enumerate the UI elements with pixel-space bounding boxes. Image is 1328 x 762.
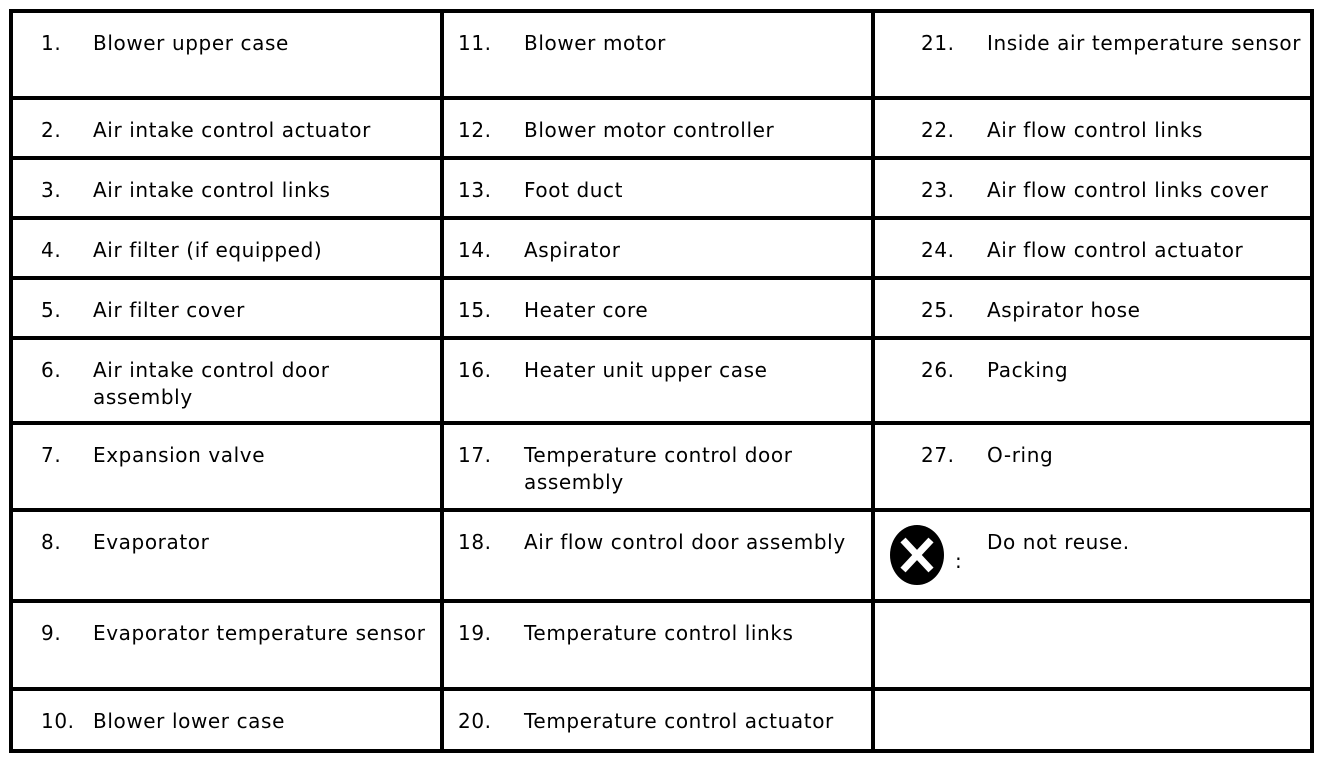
legend-row: [11, 689, 1312, 751]
legend-cell: [873, 510, 1312, 601]
legend-cell: [442, 158, 873, 218]
legend-cell: [11, 278, 442, 338]
part-number: 23.: [921, 178, 955, 202]
legend-row: [11, 423, 1312, 510]
legend-cell: [11, 510, 442, 601]
part-number: 6.: [41, 358, 62, 382]
legend-cell: [11, 338, 442, 423]
legend-row: [11, 11, 1312, 98]
legend-cell: [873, 278, 1312, 338]
part-name: Air flow control door assembly: [524, 530, 846, 554]
part-name: Blower motor: [524, 31, 666, 55]
legend-row: [11, 98, 1312, 158]
legend-cell: [442, 423, 873, 510]
part-name: Expansion valve: [93, 443, 266, 467]
part-name: Temperature control links: [524, 621, 794, 645]
legend-cell: [442, 689, 873, 751]
legend-cell: [11, 98, 442, 158]
part-name: Foot duct: [524, 178, 624, 202]
symbol-description: Do not reuse.: [987, 530, 1130, 554]
legend-cell: [442, 510, 873, 601]
part-number: 25.: [921, 298, 955, 322]
part-number: 5.: [41, 298, 62, 322]
part-name: Heater unit upper case: [524, 358, 768, 382]
legend-cell: [873, 158, 1312, 218]
part-number: 26.: [921, 358, 955, 382]
part-number: 12.: [458, 118, 492, 142]
part-name: Evaporator: [93, 530, 210, 554]
legend-cell: [11, 601, 442, 689]
part-name: O-ring: [987, 443, 1054, 467]
legend-cell: [873, 218, 1312, 278]
part-number: 19.: [458, 621, 492, 645]
legend-row: [11, 601, 1312, 689]
part-number: 27.: [921, 443, 955, 467]
part-name: Heater core: [524, 298, 649, 322]
part-number: 1.: [41, 31, 62, 55]
part-name: Air intake control links: [93, 178, 331, 202]
legend-cell: [442, 11, 873, 98]
part-number: 3.: [41, 178, 62, 202]
part-number: 15.: [458, 298, 492, 322]
part-name: Air intake control actuator: [93, 118, 371, 142]
part-number: 11.: [458, 31, 492, 55]
legend-cell: [873, 423, 1312, 510]
legend-cell: [442, 601, 873, 689]
part-name: Air filter (if equipped): [93, 238, 323, 262]
part-number: 21.: [921, 31, 955, 55]
legend-cell: [442, 278, 873, 338]
part-number: 9.: [41, 621, 62, 645]
symbol-colon: :: [955, 549, 962, 573]
legend-row: [11, 338, 1312, 423]
legend-row: [11, 158, 1312, 218]
legend-row: [11, 218, 1312, 278]
part-name: Temperature control door assembly: [524, 443, 793, 494]
part-name: Evaporator temperature sensor: [93, 621, 426, 645]
part-number: 16.: [458, 358, 492, 382]
legend-cell: [11, 11, 442, 98]
part-name: Air intake control door assembly: [93, 358, 330, 409]
legend-cell: [873, 601, 1312, 689]
part-name: Air flow control actuator: [987, 238, 1244, 262]
part-number: 24.: [921, 238, 955, 262]
legend-cell: [11, 689, 442, 751]
part-number: 17.: [458, 443, 492, 467]
legend-cell: [442, 98, 873, 158]
legend-cell: [11, 218, 442, 278]
part-name: Packing: [987, 358, 1069, 382]
part-number: 22.: [921, 118, 955, 142]
part-name: Air flow control links cover: [987, 178, 1269, 202]
part-name: Blower upper case: [93, 31, 289, 55]
legend-cell: [442, 218, 873, 278]
part-name: Air filter cover: [93, 298, 245, 322]
part-name: Air flow control links: [987, 118, 1204, 142]
legend-cell: [442, 338, 873, 423]
legend-cell: [873, 338, 1312, 423]
legend-cell: [873, 689, 1312, 751]
part-number: 20.: [458, 709, 492, 733]
part-name: Blower motor controller: [524, 118, 775, 142]
part-name: Blower lower case: [93, 709, 285, 733]
part-name: Aspirator: [524, 238, 621, 262]
legend-row: [11, 278, 1312, 338]
part-number: 10.: [41, 709, 75, 733]
part-number: 4.: [41, 238, 62, 262]
part-number: 13.: [458, 178, 492, 202]
legend-row: [11, 510, 1312, 601]
part-number: 7.: [41, 443, 62, 467]
legend-cell: [873, 11, 1312, 98]
legend-cell: [11, 158, 442, 218]
part-name: Aspirator hose: [987, 298, 1141, 322]
part-number: 14.: [458, 238, 492, 262]
part-number: 8.: [41, 530, 62, 554]
part-number: 2.: [41, 118, 62, 142]
legend-cell: [873, 98, 1312, 158]
part-name: Inside air temperature sensor: [987, 31, 1302, 55]
parts-legend-table: [9, 9, 1314, 753]
do-not-reuse-icon: [889, 524, 969, 586]
part-name: Temperature control actuator: [524, 709, 834, 733]
legend-cell: [11, 423, 442, 510]
part-number: 18.: [458, 530, 492, 554]
